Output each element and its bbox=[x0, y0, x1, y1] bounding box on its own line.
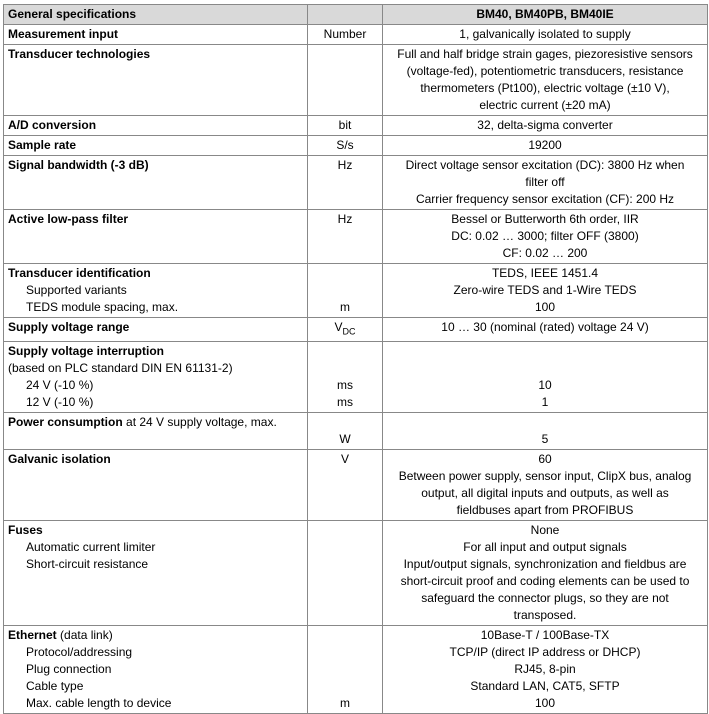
row-subunit: m bbox=[340, 300, 350, 314]
row-value bbox=[383, 156, 708, 210]
row-label-main: Power consumption bbox=[8, 415, 123, 430]
table-row bbox=[4, 521, 708, 626]
value-line: None bbox=[530, 523, 560, 538]
value-line: (voltage-fed), potentiometric transducers, resistance bbox=[406, 64, 684, 78]
row-unit: W bbox=[308, 413, 383, 450]
value-line: 60 bbox=[538, 452, 552, 467]
table-row bbox=[4, 116, 708, 136]
unit-sub: DC bbox=[342, 326, 356, 337]
row-label bbox=[4, 342, 308, 413]
row-subunit: ms bbox=[337, 378, 353, 393]
row-value bbox=[383, 521, 708, 626]
value-line: Input/output signals, synchronization and fieldbus are bbox=[403, 557, 687, 572]
row-label: Galvanic isolation bbox=[4, 450, 308, 521]
value-line: electric current (±20 mA) bbox=[479, 98, 611, 112]
row-value: 1, galvanically isolated to supply bbox=[383, 25, 708, 45]
row-unit: Number bbox=[308, 25, 383, 45]
row-unit bbox=[308, 264, 383, 318]
value-line: transposed. bbox=[513, 608, 577, 623]
row-label bbox=[4, 521, 308, 626]
table-row bbox=[4, 413, 708, 450]
row-label: Transducer technologies bbox=[4, 45, 308, 116]
row-subunit: m bbox=[340, 696, 350, 711]
row-sublabel: 24 V (-10 %) bbox=[26, 378, 94, 393]
value-line: DC: 0.02 … 3000; filter OFF (3800) bbox=[451, 229, 639, 243]
value-line: 10Base-T / 100Base-TX bbox=[480, 628, 610, 643]
value-line: CF: 0.02 … 200 bbox=[502, 246, 588, 260]
row-unit: Hz bbox=[308, 210, 383, 264]
value-line: TEDS, IEEE 1451.4 bbox=[491, 266, 599, 280]
row-sublabel: Max. cable length to device bbox=[26, 696, 172, 711]
table-row bbox=[4, 342, 708, 413]
header-product: BM40, BM40PB, BM40IE bbox=[383, 5, 708, 25]
row-value bbox=[383, 450, 708, 521]
row-value: 19200 bbox=[383, 136, 708, 156]
value-line: filter off bbox=[525, 175, 565, 189]
value-line: safeguard the connector plugs, so they are not bbox=[421, 591, 669, 606]
value-line: Carrier frequency sensor excitation (CF): 200 Hz bbox=[415, 192, 675, 206]
row-label bbox=[4, 413, 308, 450]
row-unit: S/s bbox=[308, 136, 383, 156]
row-sublabel: Automatic current limiter bbox=[26, 540, 156, 555]
row-value: 10 … 30 (nominal (rated) voltage 24 V) bbox=[383, 318, 708, 342]
row-label-rest: at 24 V supply voltage, max. bbox=[122, 415, 277, 430]
row-label: Sample rate bbox=[4, 136, 308, 156]
value-line: thermometers (Pt100), electric voltage (±10 V), bbox=[420, 81, 670, 95]
row-sublabel: 12 V (-10 %) bbox=[26, 395, 94, 410]
row-label: Signal bandwidth (-3 dB) bbox=[4, 156, 308, 210]
row-unit bbox=[308, 626, 383, 714]
row-unit bbox=[308, 521, 383, 626]
row-unit bbox=[308, 318, 383, 342]
table-row bbox=[4, 136, 708, 156]
table-row bbox=[4, 318, 708, 342]
row-label-main: Fuses bbox=[8, 523, 43, 538]
value-line: 10 bbox=[538, 378, 552, 393]
table-row bbox=[4, 450, 708, 521]
table-row bbox=[4, 45, 708, 116]
row-note: (based on PLC standard DIN EN 61131-2) bbox=[8, 361, 233, 376]
value-line: RJ45, 8-pin bbox=[514, 662, 576, 677]
row-label: Measurement input bbox=[4, 25, 308, 45]
value-line: Full and half bridge strain gages, piezoresistive sensors bbox=[397, 47, 693, 61]
row-label bbox=[4, 264, 308, 318]
value-line: Direct voltage sensor excitation (DC): 3800 Hz when bbox=[405, 158, 685, 172]
table-row bbox=[4, 25, 708, 45]
header-row bbox=[4, 5, 708, 25]
value-line: output, all digital inputs and outputs, as well as bbox=[421, 486, 669, 501]
row-value bbox=[383, 264, 708, 318]
table-row bbox=[4, 156, 708, 210]
row-value bbox=[383, 45, 708, 116]
value-line: Zero-wire TEDS and 1-Wire TEDS bbox=[453, 283, 637, 297]
row-value: 32, delta-sigma converter bbox=[383, 116, 708, 136]
row-unit: bit bbox=[308, 116, 383, 136]
row-label: A/D conversion bbox=[4, 116, 308, 136]
value-line: 100 bbox=[534, 696, 556, 711]
row-sublabel: Supported variants bbox=[26, 283, 127, 297]
row-sublabel: Plug connection bbox=[26, 662, 112, 677]
row-subunit: ms bbox=[337, 395, 353, 410]
header-unit-cell bbox=[308, 5, 383, 25]
row-unit bbox=[308, 45, 383, 116]
row-value bbox=[383, 210, 708, 264]
row-label bbox=[4, 626, 308, 714]
value-line: Bessel or Butterworth 6th order, IIR bbox=[451, 212, 639, 226]
row-value: 5 bbox=[383, 413, 708, 450]
value-line: Standard LAN, CAT5, SFTP bbox=[470, 679, 620, 694]
value-line: fieldbuses apart from PROFIBUS bbox=[456, 503, 634, 518]
row-label: Active low-pass filter bbox=[4, 210, 308, 264]
value-line: For all input and output signals bbox=[463, 540, 627, 555]
row-unit: V bbox=[308, 450, 383, 521]
row-sublabel: Protocol/addressing bbox=[26, 645, 133, 660]
value-line: Between power supply, sensor input, ClipX bus, analog bbox=[398, 469, 692, 484]
header-title: General specifications bbox=[4, 5, 308, 25]
row-sublabel: TEDS module spacing, max. bbox=[26, 300, 179, 314]
row-unit bbox=[308, 342, 383, 413]
value-line: short-circuit proof and coding elements can be used to bbox=[400, 574, 690, 589]
row-label-main: Ethernet (data link) bbox=[8, 628, 113, 643]
unit-main: V bbox=[334, 320, 343, 334]
row-value bbox=[383, 626, 708, 714]
table-row bbox=[4, 264, 708, 318]
table-row bbox=[4, 210, 708, 264]
value-line: 100 bbox=[534, 300, 556, 314]
value-line: 1 bbox=[541, 395, 549, 410]
row-label: Supply voltage range bbox=[4, 318, 308, 342]
table-row bbox=[4, 626, 708, 714]
specifications-table bbox=[3, 4, 708, 714]
row-label-main: Supply voltage interruption bbox=[8, 344, 165, 359]
row-value bbox=[383, 342, 708, 413]
row-sublabel: Short-circuit resistance bbox=[26, 557, 149, 572]
row-label-main: Transducer identification bbox=[8, 266, 151, 280]
value-line: TCP/IP (direct IP address or DHCP) bbox=[449, 645, 641, 660]
row-unit: Hz bbox=[308, 156, 383, 210]
row-sublabel: Cable type bbox=[26, 679, 84, 694]
